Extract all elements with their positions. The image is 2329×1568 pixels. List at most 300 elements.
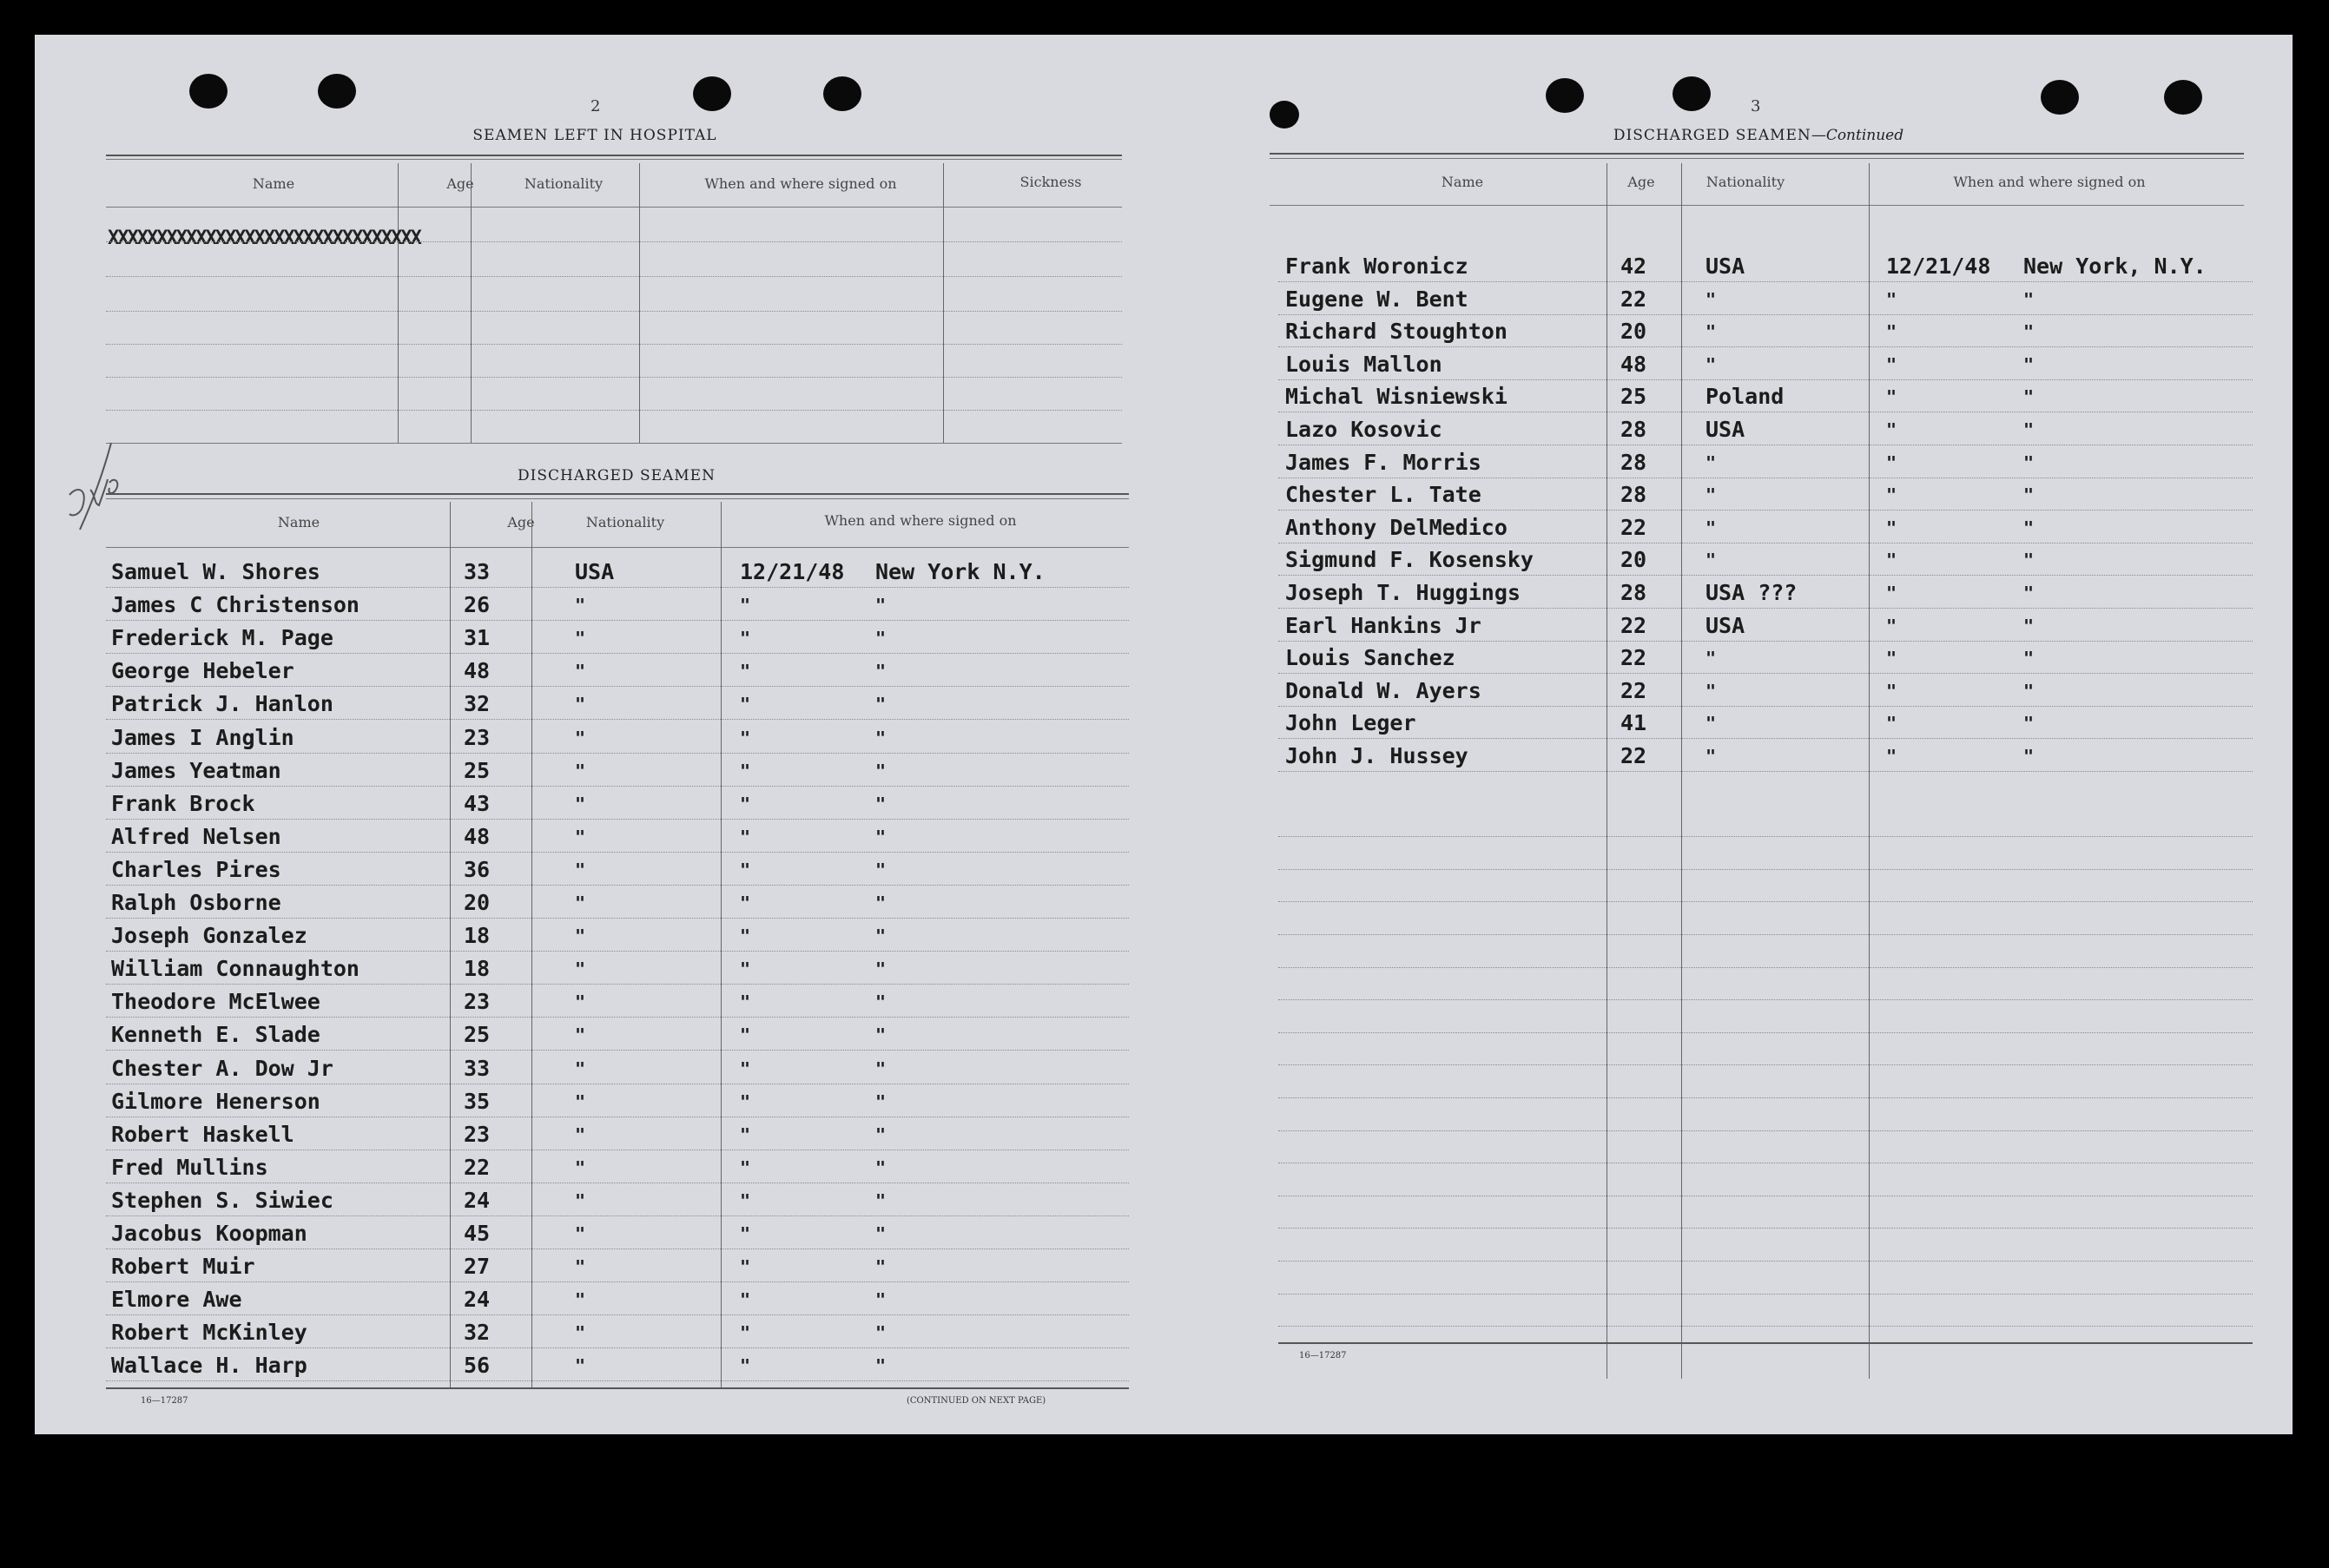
- right-page: [1198, 35, 2293, 1434]
- row-line: [1278, 346, 2253, 347]
- seaman-age: 33: [464, 1055, 491, 1081]
- row-line: [106, 1248, 1129, 1249]
- seaman-name: Sigmund F. Kosensky: [1285, 547, 1534, 573]
- seaman-name: Lazo Kosovic: [1285, 417, 1442, 442]
- column-divider: [943, 163, 944, 443]
- row-line: [106, 1017, 1129, 1018]
- seaman-name: Elmore Awe: [111, 1287, 242, 1313]
- seaman-name: Louis Sanchez: [1285, 645, 1455, 671]
- seaman-nationality: ": [575, 1057, 586, 1079]
- seaman-age: 35: [464, 1088, 491, 1114]
- signed-on-place: ": [2023, 288, 2035, 310]
- divider: [106, 1387, 1129, 1389]
- seaman-nationality: ": [575, 727, 586, 748]
- column-header-signed-on: When and where signed on: [704, 175, 897, 192]
- seaman-nationality: ": [575, 926, 586, 947]
- signed-on-date: ": [1886, 615, 1897, 636]
- seaman-name: Richard Stoughton: [1285, 319, 1508, 345]
- seaman-name: Chester A. Dow Jr: [111, 1055, 333, 1081]
- row-line: [106, 819, 1129, 820]
- seaman-name: Earl Hankins Jr: [1285, 612, 1481, 638]
- seaman-name: Frank Brock: [111, 790, 255, 816]
- seaman-nationality: ": [575, 893, 586, 913]
- row-line: [1278, 608, 2253, 609]
- row-line: [1278, 379, 2253, 380]
- signed-on-place: ": [2023, 550, 2035, 571]
- row-line: [1278, 999, 2253, 1000]
- seaman-nationality: ": [1706, 353, 1717, 375]
- signed-on-place: ": [875, 1322, 887, 1344]
- seaman-nationality: ": [575, 793, 586, 814]
- row-line: [1278, 967, 2253, 968]
- column-header-sickness: Sickness: [1019, 174, 1082, 190]
- row-line: [106, 410, 1122, 411]
- row-line: [106, 587, 1129, 588]
- signed-on-place: ": [2023, 386, 2035, 408]
- signed-on-place: ": [875, 1090, 887, 1112]
- row-line: [106, 653, 1129, 654]
- seaman-name: Robert McKinley: [111, 1320, 307, 1346]
- seaman-name: Stephen S. Siwiec: [111, 1187, 333, 1213]
- column-divider: [639, 163, 640, 443]
- column-header-age: Age: [446, 175, 474, 192]
- signed-on-place: ": [875, 793, 887, 814]
- signed-on-place: ": [2023, 713, 2035, 735]
- signed-on-date: ": [740, 694, 751, 715]
- seaman-nationality: ": [575, 1322, 586, 1344]
- seaman-nationality: ": [575, 1156, 586, 1178]
- seaman-age: 45: [464, 1221, 491, 1246]
- column-header-signed-on: When and where signed on: [824, 512, 1017, 529]
- seaman-age: 20: [1620, 319, 1647, 345]
- row-line: [1278, 1294, 2253, 1295]
- divider: [106, 547, 1129, 548]
- seaman-age: 48: [464, 823, 491, 849]
- row-line: [106, 1050, 1129, 1051]
- row-line: [106, 852, 1129, 853]
- signed-on-place: ": [875, 1256, 887, 1278]
- row-line: [1278, 901, 2253, 902]
- seaman-name: Ralph Osborne: [111, 890, 281, 915]
- signed-on-date: ": [1886, 353, 1897, 375]
- column-divider: [471, 163, 472, 443]
- seaman-nationality: ": [1706, 713, 1717, 735]
- seaman-nationality: USA ???: [1706, 580, 1798, 605]
- signed-on-place: ": [2023, 648, 2035, 669]
- column-header-name: Name: [252, 175, 295, 192]
- signed-on-date: ": [740, 595, 751, 616]
- seaman-name: Samuel W. Shores: [111, 559, 320, 584]
- signed-on-date: ": [740, 1123, 751, 1145]
- left-page: [35, 35, 1103, 1434]
- signed-on-place: ": [875, 628, 887, 649]
- seaman-age: 22: [464, 1154, 491, 1180]
- row-line: [1278, 1261, 2253, 1262]
- seaman-age: 42: [1620, 254, 1647, 279]
- signed-on-place: ": [2023, 419, 2035, 440]
- seaman-nationality: ": [1706, 648, 1717, 669]
- seaman-nationality: USA: [1706, 417, 1745, 442]
- row-line: [106, 377, 1122, 378]
- signed-on-place: ": [875, 1123, 887, 1145]
- signed-on-date: ": [740, 1156, 751, 1178]
- row-line: [106, 344, 1122, 345]
- seaman-nationality: USA: [575, 559, 615, 584]
- seaman-name: Fred Mullins: [111, 1154, 268, 1180]
- seaman-name: James F. Morris: [1285, 449, 1481, 475]
- row-line: [1278, 771, 2253, 772]
- divider: [1270, 153, 2244, 155]
- page-number: 3: [1751, 97, 1761, 115]
- seaman-age: 24: [464, 1187, 491, 1213]
- seaman-nationality: ": [575, 826, 586, 847]
- divider: [1270, 205, 2244, 206]
- signed-on-date: ": [740, 1289, 751, 1311]
- signed-on-date: ": [740, 1057, 751, 1079]
- seaman-name: Wallace H. Harp: [111, 1353, 307, 1379]
- signed-on-date: 12/21/48: [740, 559, 845, 584]
- signed-on-date: ": [740, 859, 751, 880]
- signed-on-place: ": [875, 595, 887, 616]
- signed-on-date: ": [1886, 713, 1897, 735]
- seaman-nationality: ": [575, 959, 586, 980]
- seaman-nationality: Poland: [1706, 384, 1785, 410]
- row-line: [106, 1314, 1129, 1315]
- signed-on-date: ": [740, 661, 751, 682]
- signed-on-place: ": [875, 1189, 887, 1211]
- seaman-nationality: ": [575, 1223, 586, 1244]
- page-number: 2: [590, 97, 601, 115]
- seaman-age: 36: [464, 856, 491, 882]
- column-header-age: Age: [1627, 174, 1655, 190]
- seaman-name: Donald W. Ayers: [1285, 677, 1481, 703]
- seaman-age: 28: [1620, 449, 1647, 475]
- signed-on-place: ": [875, 893, 887, 913]
- seaman-age: 25: [1620, 384, 1647, 410]
- divider: [106, 443, 1122, 444]
- row-line: [106, 276, 1122, 277]
- row-line: [106, 984, 1129, 985]
- signed-on-place: ": [875, 1355, 887, 1377]
- signed-on-date: ": [740, 893, 751, 913]
- signed-on-place: ": [875, 760, 887, 781]
- column-header-age: Age: [507, 514, 535, 530]
- seaman-name: James I Anglin: [111, 724, 294, 750]
- signed-on-place: ": [2023, 680, 2035, 702]
- seaman-name: Patrick J. Hanlon: [111, 691, 333, 717]
- signed-on-place: ": [875, 826, 887, 847]
- row-line: [106, 686, 1129, 687]
- seaman-age: 22: [1620, 612, 1647, 638]
- row-line: [1278, 510, 2253, 511]
- row-line: [1278, 706, 2253, 707]
- signed-on-place: ": [2023, 353, 2035, 375]
- column-header-nationality: Nationality: [1706, 174, 1785, 190]
- seaman-nationality: USA: [1706, 254, 1745, 279]
- divider: [106, 159, 1122, 160]
- row-line: [1278, 738, 2253, 739]
- seaman-age: 20: [1620, 547, 1647, 573]
- seaman-nationality: ": [575, 1123, 586, 1145]
- seaman-age: 28: [1620, 580, 1647, 605]
- row-line: [106, 918, 1129, 919]
- signed-on-date: ": [740, 926, 751, 947]
- seaman-age: 25: [464, 1022, 491, 1048]
- continued-section-title: [1198, 127, 2319, 144]
- row-line: [1278, 1130, 2253, 1131]
- signed-on-date: ": [1886, 321, 1897, 343]
- seaman-name: Joseph Gonzalez: [111, 923, 307, 949]
- seaman-nationality: ": [575, 1289, 586, 1311]
- signed-on-place: ": [875, 1024, 887, 1046]
- signed-on-date: ": [1886, 648, 1897, 669]
- column-header-name: Name: [277, 514, 320, 530]
- signed-on-place: ": [875, 1057, 887, 1079]
- row-line: [106, 885, 1129, 886]
- seaman-age: 18: [464, 956, 491, 982]
- row-line: [1278, 1326, 2253, 1327]
- seaman-name: William Connaughton: [111, 956, 360, 982]
- seaman-nationality: ": [575, 992, 586, 1013]
- seaman-age: 48: [464, 658, 491, 684]
- seaman-nationality: ": [1706, 288, 1717, 310]
- row-line: [106, 753, 1129, 754]
- signed-on-place: ": [875, 959, 887, 980]
- seaman-name: Kenneth E. Slade: [111, 1022, 320, 1048]
- seaman-age: 24: [464, 1287, 491, 1313]
- signed-on-place: New York N.Y.: [875, 559, 1046, 584]
- seaman-nationality: ": [1706, 484, 1717, 506]
- divider: [106, 207, 1122, 208]
- column-header-nationality: Nationality: [585, 514, 665, 530]
- signed-on-place: ": [2023, 484, 2035, 506]
- signed-on-date: ": [740, 1355, 751, 1377]
- seaman-age: 22: [1620, 645, 1647, 671]
- seaman-nationality: ": [1706, 680, 1717, 702]
- row-line: [106, 620, 1129, 621]
- seaman-name: John Leger: [1285, 710, 1416, 736]
- signed-on-date: ": [740, 992, 751, 1013]
- signed-on-place: ": [875, 1223, 887, 1244]
- seaman-nationality: ": [575, 661, 586, 682]
- seaman-nationality: ": [575, 628, 586, 649]
- column-header-name: Name: [1441, 174, 1484, 190]
- seaman-name: Anthony DelMedico: [1285, 514, 1508, 540]
- divider: [106, 493, 1129, 495]
- signed-on-date: ": [1886, 484, 1897, 506]
- divider: [106, 498, 1129, 499]
- signed-on-date: ": [1886, 583, 1897, 603]
- seaman-name: Chester L. Tate: [1285, 482, 1481, 508]
- seaman-name: Jacobus Koopman: [111, 1221, 307, 1246]
- seaman-age: 48: [1620, 351, 1647, 377]
- seaman-name: Frederick M. Page: [111, 625, 333, 651]
- signed-on-place: ": [875, 727, 887, 748]
- seaman-age: 22: [1620, 514, 1647, 540]
- seaman-age: 18: [464, 923, 491, 949]
- signed-on-date: ": [740, 1090, 751, 1112]
- signed-on-date: ": [1886, 550, 1897, 571]
- seaman-nationality: ": [575, 694, 586, 715]
- section-title-main: DISCHARGED SEAMEN: [1613, 127, 1811, 144]
- seaman-name: Michal Wisniewski: [1285, 384, 1508, 410]
- signed-on-date: ": [740, 760, 751, 781]
- seaman-nationality: ": [1706, 517, 1717, 538]
- form-sheet: [35, 35, 2293, 1434]
- signed-on-place: ": [875, 992, 887, 1013]
- row-line: [1278, 575, 2253, 576]
- seaman-age: 22: [1620, 743, 1647, 768]
- signed-on-place: ": [875, 1156, 887, 1178]
- seaman-name: Robert Muir: [111, 1254, 255, 1280]
- seaman-name: Louis Mallon: [1285, 351, 1442, 377]
- signed-on-date: ": [1886, 517, 1897, 538]
- seaman-age: 56: [464, 1353, 491, 1379]
- signed-on-date: ": [740, 1256, 751, 1278]
- seaman-nationality: USA: [1706, 612, 1745, 638]
- seaman-nationality: ": [575, 1024, 586, 1046]
- seaman-nationality: ": [1706, 550, 1717, 571]
- row-line: [106, 1281, 1129, 1282]
- row-line: [1278, 673, 2253, 674]
- column-divider: [721, 502, 722, 1389]
- seaman-age: 33: [464, 559, 491, 584]
- signed-on-date: ": [740, 1223, 751, 1244]
- signed-on-date: 12/21/48: [1886, 254, 1991, 279]
- signed-on-place: ": [875, 661, 887, 682]
- row-line: [1278, 314, 2253, 315]
- discharged-section-title: DISCHARGED SEAMEN: [518, 467, 716, 484]
- seaman-nationality: ": [575, 1189, 586, 1211]
- signed-on-place: ": [2023, 321, 2035, 343]
- signed-on-date: ": [740, 826, 751, 847]
- section-title-suffix: —Continued: [1811, 127, 1904, 144]
- column-divider: [450, 502, 451, 1389]
- seaman-age: 25: [464, 757, 491, 783]
- row-line: [1278, 1064, 2253, 1065]
- seaman-age: 22: [1620, 286, 1647, 312]
- signed-on-date: ": [740, 727, 751, 748]
- row-line: [1278, 1097, 2253, 1098]
- seaman-age: 22: [1620, 677, 1647, 703]
- seaman-age: 20: [464, 890, 491, 915]
- signed-on-place: New York, N.Y.: [2023, 254, 2207, 279]
- row-line: [106, 719, 1129, 720]
- seaman-nationality: ": [575, 1355, 586, 1377]
- seaman-age: 43: [464, 790, 491, 816]
- row-line: [1278, 934, 2253, 935]
- seaman-age: 32: [464, 691, 491, 717]
- row-line: [106, 1347, 1129, 1348]
- column-header-signed-on: When and where signed on: [1953, 174, 2146, 190]
- seaman-name: Charles Pires: [111, 856, 281, 882]
- signed-on-place: ": [2023, 615, 2035, 636]
- seaman-nationality: ": [1706, 746, 1717, 767]
- seaman-nationality: ": [575, 1256, 586, 1278]
- row-line: [106, 1380, 1129, 1381]
- seaman-age: 31: [464, 625, 491, 651]
- seaman-name: Gilmore Henerson: [111, 1088, 320, 1114]
- seaman-name: Eugene W. Bent: [1285, 286, 1468, 312]
- seaman-age: 32: [464, 1320, 491, 1346]
- form-code: 16—17287: [141, 1396, 188, 1406]
- signed-on-date: ": [740, 1322, 751, 1344]
- divider: [1278, 1342, 2253, 1344]
- seaman-name: Frank Woronicz: [1285, 254, 1468, 279]
- row-line: [1278, 281, 2253, 282]
- seaman-nationality: ": [575, 760, 586, 781]
- seaman-name: James C Christenson: [111, 592, 360, 618]
- seaman-age: 28: [1620, 417, 1647, 442]
- signed-on-place: ": [875, 1289, 887, 1311]
- signed-on-date: ": [1886, 746, 1897, 767]
- seaman-nationality: ": [1706, 321, 1717, 343]
- seaman-age: 23: [464, 1121, 491, 1147]
- signed-on-place: ": [875, 926, 887, 947]
- struck-entry: XXXXXXXXXXXXXXXXXXXXXXXXXXXXXXXX: [108, 227, 420, 249]
- row-line: [1278, 1032, 2253, 1033]
- row-line: [1278, 1228, 2253, 1229]
- signed-on-date: ": [1886, 288, 1897, 310]
- signed-on-date: ": [1886, 680, 1897, 702]
- seaman-name: Robert Haskell: [111, 1121, 294, 1147]
- signed-on-place: ": [2023, 517, 2035, 538]
- column-divider: [398, 163, 399, 443]
- form-code: 16—17287: [1299, 1351, 1347, 1360]
- seaman-age: 26: [464, 592, 491, 618]
- seaman-age: 41: [1620, 710, 1647, 736]
- seaman-age: 23: [464, 989, 491, 1015]
- column-divider: [531, 502, 532, 1389]
- seaman-name: Theodore McElwee: [111, 989, 320, 1015]
- hospital-section-title: SEAMEN LEFT IN HOSPITAL: [472, 127, 717, 144]
- signed-on-place: ": [875, 694, 887, 715]
- seaman-nationality: ": [1706, 451, 1717, 473]
- seaman-age: 23: [464, 724, 491, 750]
- seaman-name: Alfred Nelsen: [111, 823, 281, 849]
- seaman-nationality: ": [575, 595, 586, 616]
- row-line: [1278, 836, 2253, 837]
- signed-on-date: ": [1886, 451, 1897, 473]
- divider: [106, 155, 1122, 156]
- signed-on-date: ": [1886, 386, 1897, 408]
- row-line: [106, 951, 1129, 952]
- seaman-name: Joseph T. Huggings: [1285, 580, 1521, 605]
- signed-on-date: ": [740, 1189, 751, 1211]
- signed-on-date: ": [740, 959, 751, 980]
- signed-on-place: ": [875, 859, 887, 880]
- signed-on-place: ": [2023, 583, 2035, 603]
- seaman-nationality: ": [575, 859, 586, 880]
- row-line: [1278, 543, 2253, 544]
- seaman-name: John J. Hussey: [1285, 743, 1468, 768]
- signed-on-date: ": [740, 1024, 751, 1046]
- signed-on-place: ": [2023, 451, 2035, 473]
- row-line: [1278, 869, 2253, 870]
- signed-on-date: ": [1886, 419, 1897, 440]
- row-line: [106, 241, 1122, 242]
- column-header-nationality: Nationality: [524, 175, 604, 192]
- signed-on-date: ": [740, 628, 751, 649]
- seaman-name: James Yeatman: [111, 757, 281, 783]
- seaman-age: 27: [464, 1254, 491, 1280]
- seaman-nationality: ": [575, 1090, 586, 1112]
- seaman-name: George Hebeler: [111, 658, 294, 684]
- signed-on-date: ": [740, 793, 751, 814]
- row-line: [106, 786, 1129, 787]
- signed-on-place: ": [2023, 746, 2035, 767]
- divider: [1270, 158, 2244, 159]
